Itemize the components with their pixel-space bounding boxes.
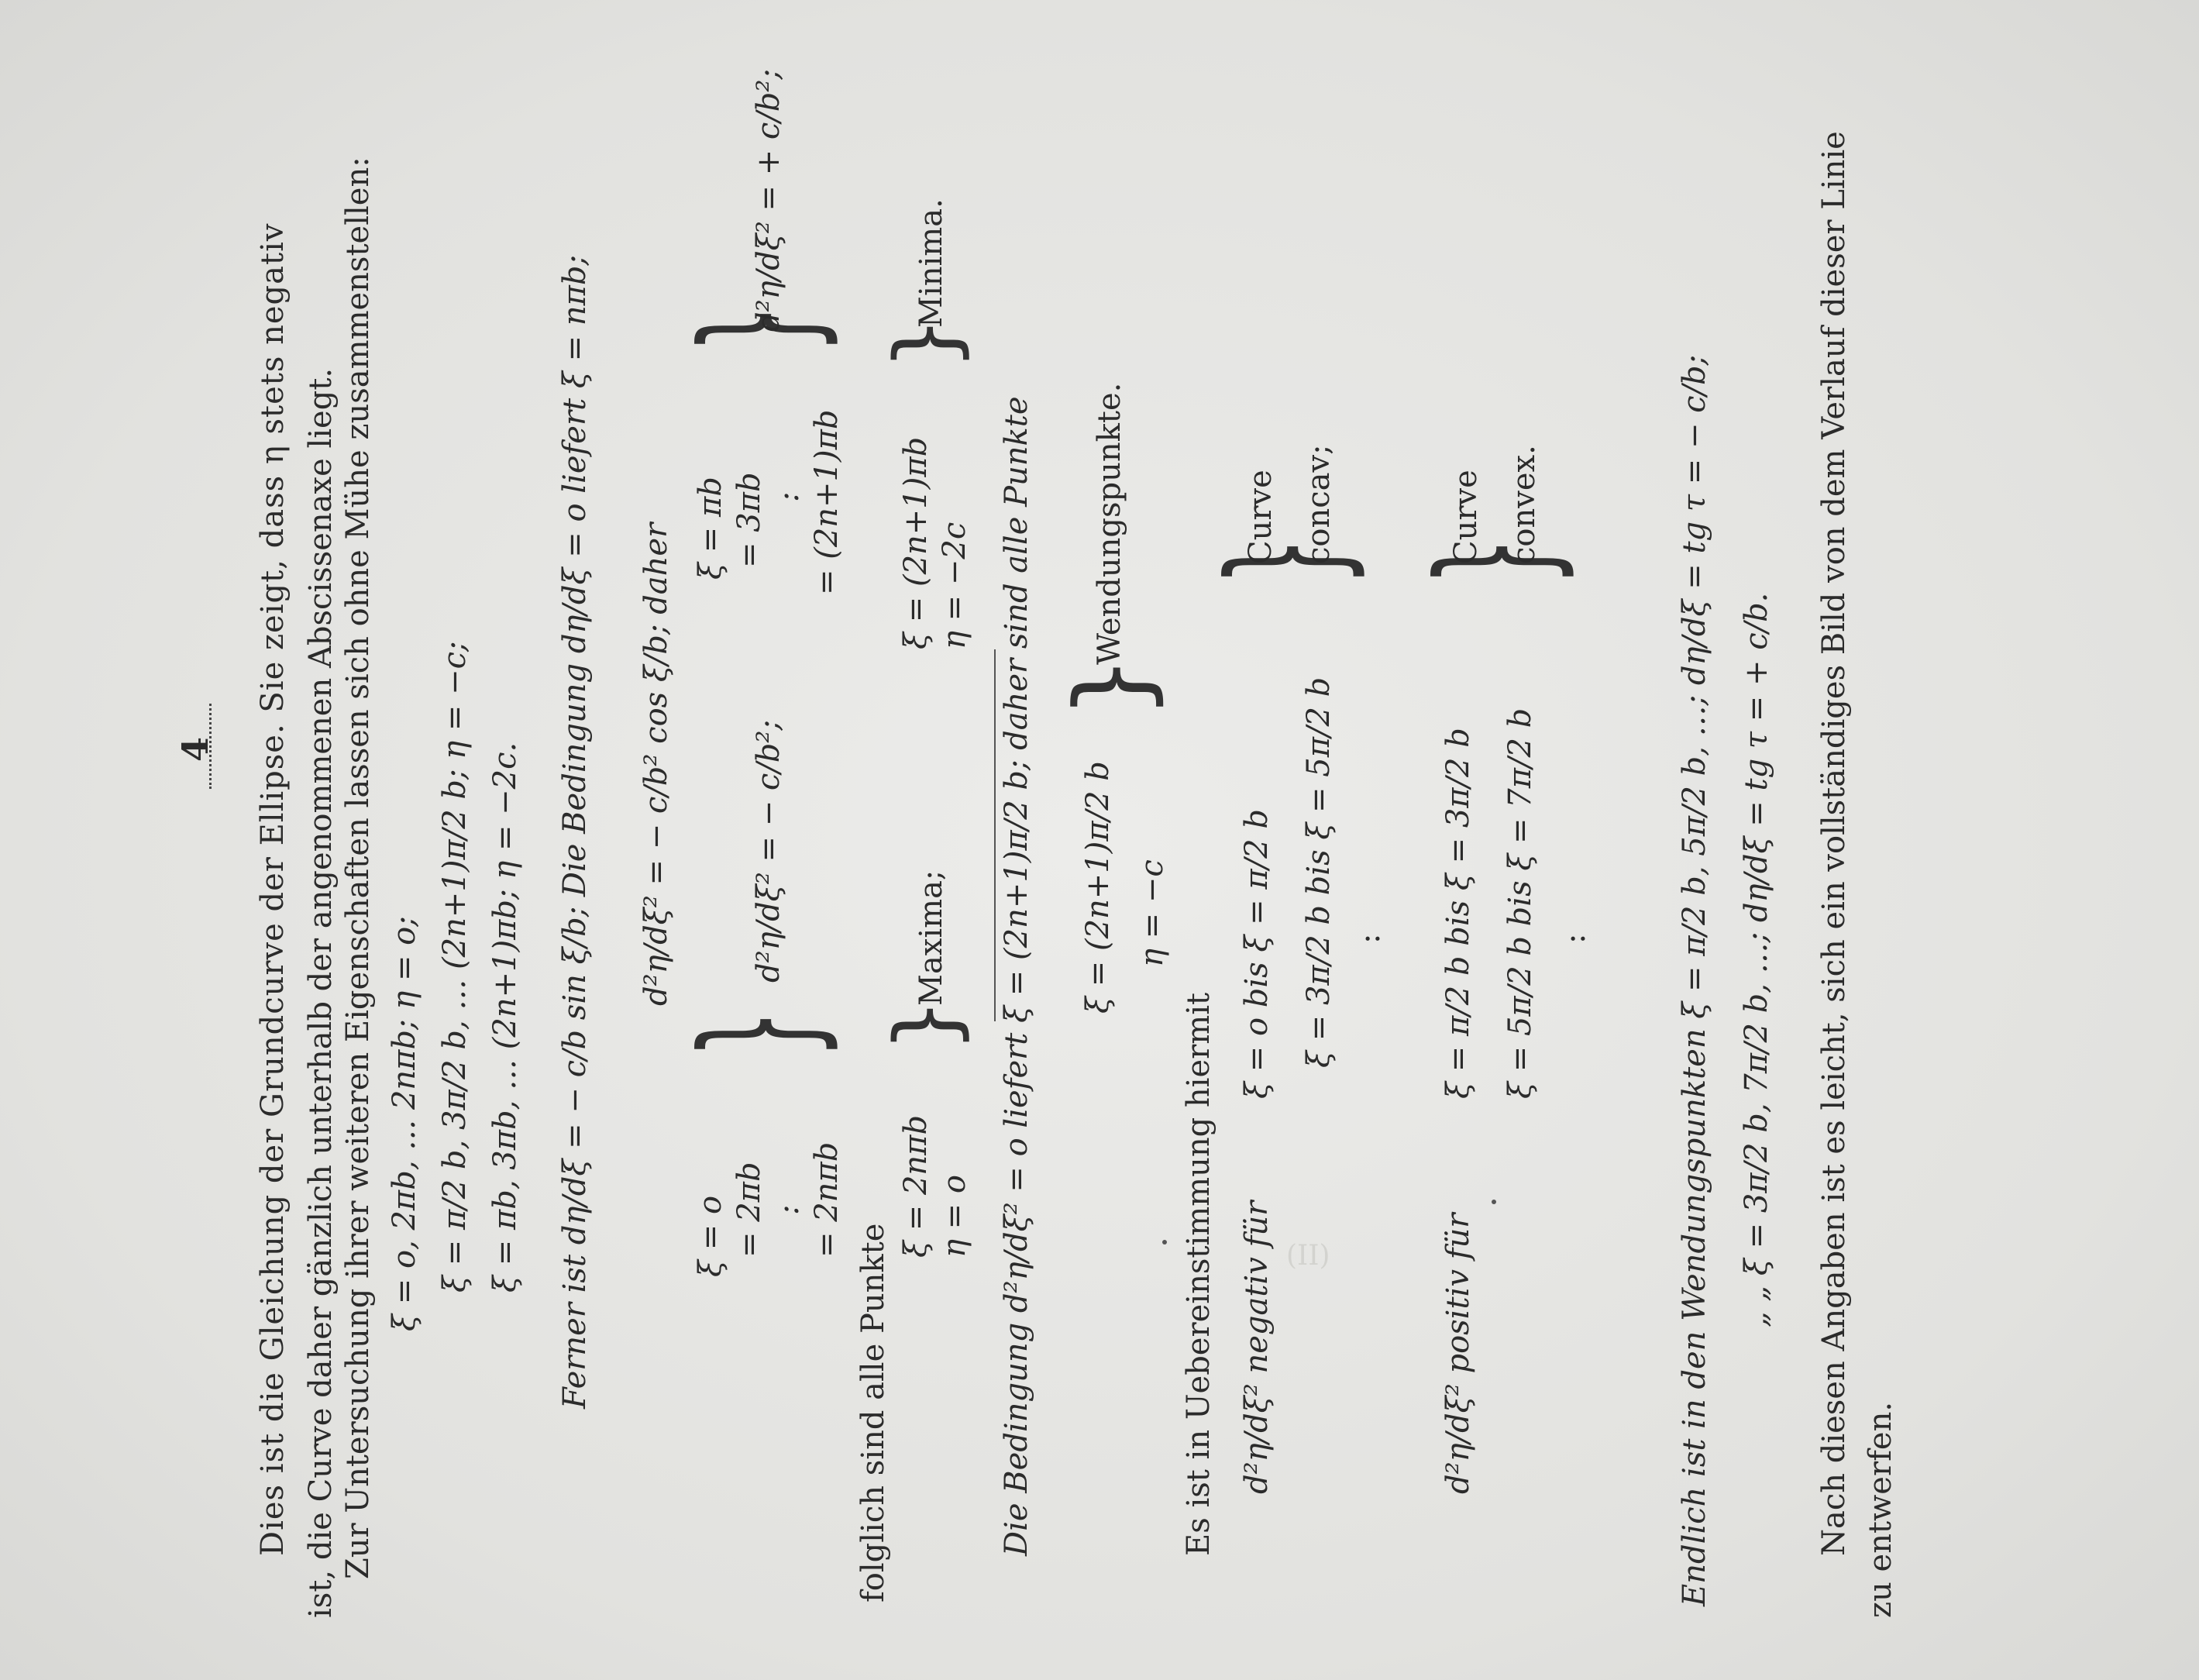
case-line: = 2πb [731,1162,767,1258]
label-minima: Minima. [914,198,949,328]
equation-line: „ „ ξ = 3π/2 b, 7π/2 b, …; dη/dξ = tg τ = + c/b. [1739,592,1774,1327]
condition-row: : [1351,933,1387,944]
bleed-through: (II) [1286,1240,1330,1272]
case-value: d²η/dξ² = − c/b²; [751,720,786,983]
condition-row: ξ = 3π/2 b bis ξ = 5π/2 b [1301,676,1337,1068]
paragraph-line: ist, die Curve daher gänzlich unterhalb der angenommenen Abscissenaxe liegt. [303,367,339,1618]
label-maxima: Maxima; [914,869,949,1006]
condition-row: ξ = 5π/2 b bis ξ = 7π/2 b [1502,707,1538,1099]
page-number: 4 [174,736,216,762]
page-number-underline [209,704,212,789]
points-line: ξ = (2n+1)π/2 b [1080,761,1116,1014]
paragraph-line: Zur Untersuchung ihrer weiteren Eigenschaften lassen sich ohne Mühe zusammenstellen: [340,157,376,1579]
paragraph-line: Dies ist die Gleichung der Grundcurve der Ellipse. Sie zeigt, dass η stets negativ [255,222,291,1556]
label-wendungspunkte: Wendungspunkte. [1092,382,1127,665]
points-line: ξ = 2nπb [898,1114,934,1258]
result-word: concav; [1301,444,1337,564]
brace: } [876,316,976,370]
equation-line: ξ = πb, 3πb, … (2n+1)πb; η = −2c. [487,742,523,1293]
result-word: Curve [1448,470,1484,564]
paragraph-line: zu entwerfen. [1863,1401,1898,1618]
equation-line: Endlich ist in den Wendungspunkten ξ = π/2 b, 5π/2 b, …; dη/dξ = tg τ = − c/b; [1677,354,1712,1606]
condition-row: : [1557,933,1592,944]
case-line: : [770,491,806,502]
result-word: Curve [1243,470,1278,564]
brace: } [1196,536,1376,587]
points-line: η = −c [1134,859,1170,967]
equation-line: Die Bedingung d²η/dξ² = o liefert ξ = (2n+1)π/2 b; daher sind alle Punkte [999,396,1034,1556]
rule-line [994,649,996,1021]
equation-line: d²η/dξ² = − c/b² cos ξ/b; daher [638,522,674,1006]
case-line: = (2n+1)πb [809,409,845,595]
case-line: = 3πb [731,472,767,568]
brace: } [669,304,849,354]
equation-line: ξ = π/2 b, 3π/2 b, … (2n+1)π/2 b; η = −c; [437,641,473,1293]
text-line: Es ist in Uebereinstimmung hiermit [1181,992,1217,1556]
points-line: η = −2c [937,522,972,649]
brace: } [1405,536,1585,587]
text-line: folglich sind alle Punkte [855,1223,891,1603]
condition-intro: d²η/dξ² positiv für [1440,1213,1476,1494]
points-line: η = o [937,1175,972,1258]
case-line: = 2nπb [809,1141,845,1258]
points-line: ξ = (2n+1)πb [898,436,934,649]
brace: } [1053,655,1171,719]
result-word: convex. [1506,445,1542,564]
condition-row: ξ = o bis ξ = π/2 b [1239,809,1275,1099]
condition-row: ξ = π/2 b bis ξ = 3π/2 b [1440,728,1476,1099]
case-line: ξ = πb [693,477,728,580]
condition-intro: d²η/dξ² negativ für [1239,1200,1275,1494]
equation-line: Ferner ist dη/dξ = − c/b sin ξ/b; Die Bedingung dη/dξ = o liefert ξ = nπb; [557,254,593,1409]
equation-line: ξ = o, 2πb, … 2nπb; η = o; [387,916,422,1331]
paragraph-line: Nach diesen Angaben ist es leicht, sich ein vollständiges Bild von dem Verlauf dieser Linie [1816,131,1852,1556]
case-line: : [770,1204,806,1215]
brace: } [669,1009,849,1059]
brace: } [876,998,976,1052]
case-line: ξ = o [693,1195,728,1277]
case-value: d²η/dξ² = + c/b²; [751,69,786,332]
